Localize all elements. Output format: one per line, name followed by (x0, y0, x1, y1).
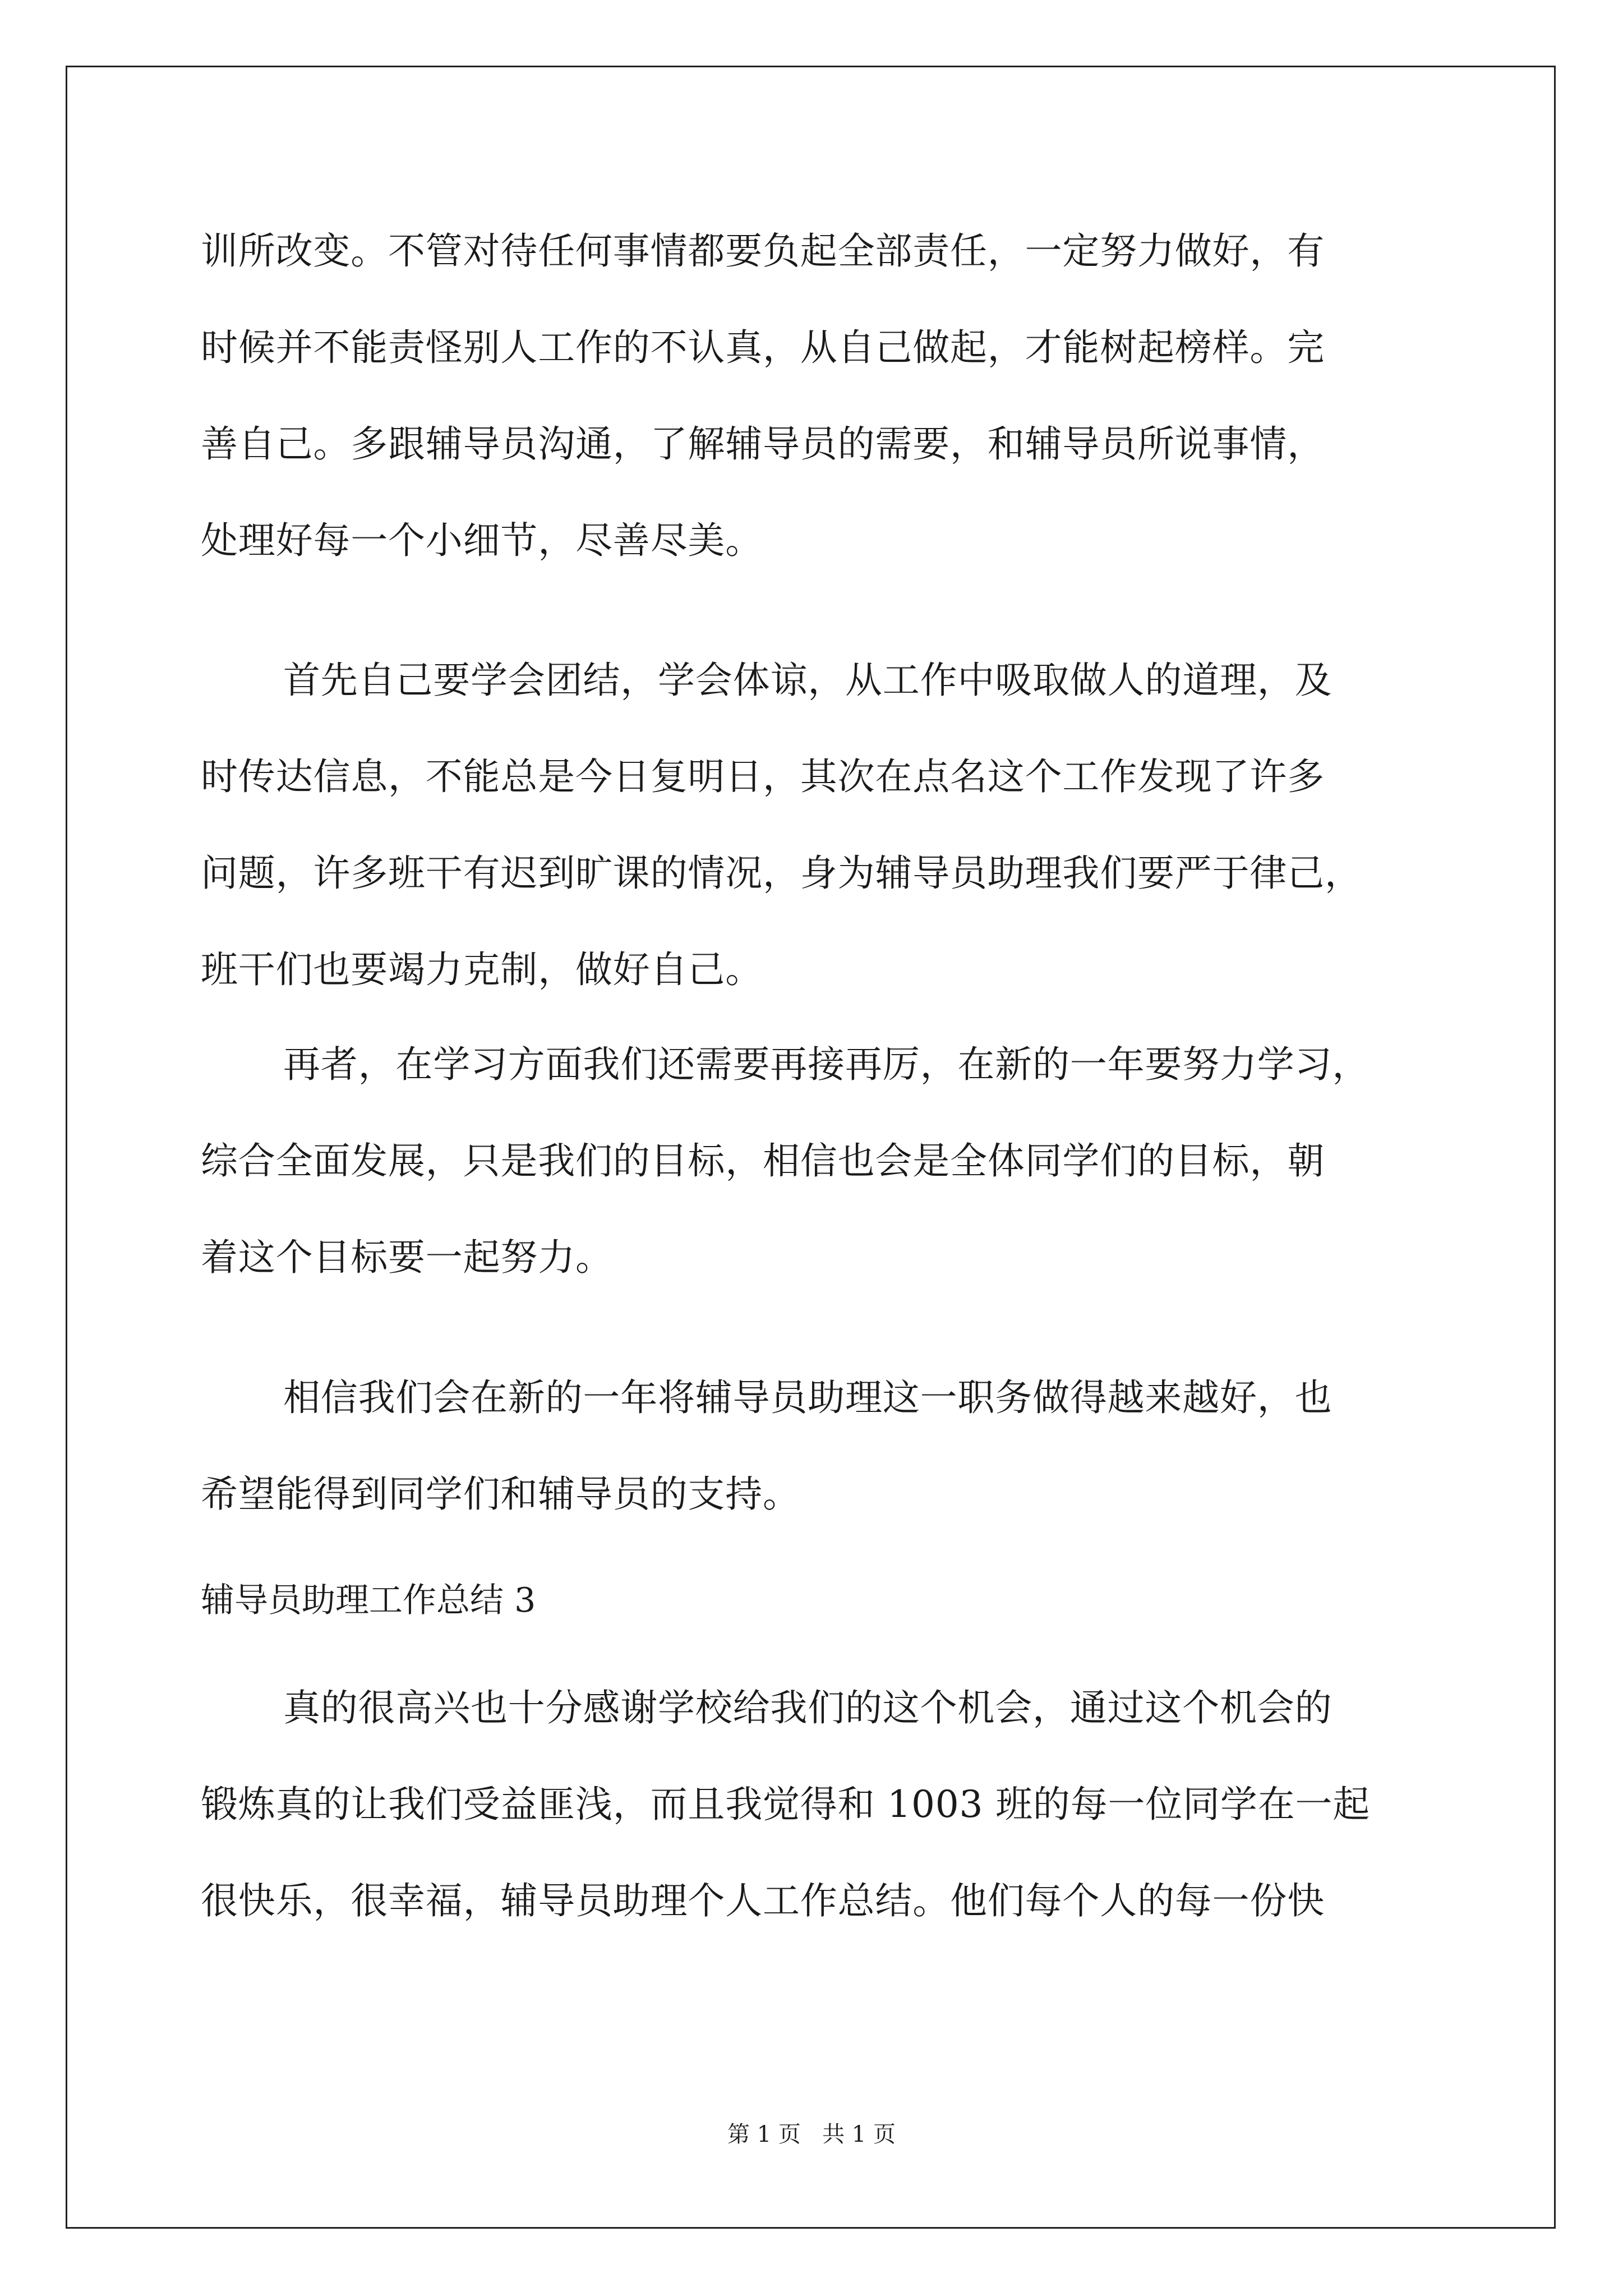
paragraph-line: 再者，在学习方面我们还需要再接再厉，在新的一年要努力学习， (283, 1043, 1370, 1086)
paragraph-line: 着这个目标要一起努力。 (201, 1236, 613, 1279)
paragraph-line: 希望能得到同学们和辅导员的支持。 (201, 1473, 800, 1516)
paragraph-line: 问题，许多班干有迟到旷课的情况，身为辅导员助理我们要严于律己， (201, 852, 1362, 895)
paragraph-line: 处理好每一个小细节，尽善尽美。 (201, 519, 763, 562)
paragraph-line: 相信我们会在新的一年将辅导员助理这一职务做得越来越好，也 (283, 1376, 1332, 1419)
paragraph-line: 锻炼真的让我们受益匪浅，而且我觉得和 1003 班的每一位同学在一起 (201, 1783, 1371, 1826)
section-heading: 辅导员助理工作总结 3 (201, 1581, 536, 1620)
paragraph-line: 班干们也要竭力克制，做好自己。 (201, 948, 763, 991)
paragraph-line: 很快乐，很幸福，辅导员助理个人工作总结。他们每个人的每一份快 (201, 1879, 1325, 1922)
paragraph-line: 善自己。多跟辅导员沟通，了解辅导员的需要，和辅导员所说事情， (201, 422, 1325, 466)
paragraph-line: 综合全面发展，只是我们的目标，相信也会是全体同学们的目标，朝 (201, 1139, 1325, 1182)
paragraph-line: 首先自己要学会团结，学会体谅，从工作中吸取做人的道理，及 (283, 659, 1332, 702)
page-footer: 第 1 页 共 1 页 (727, 2122, 896, 2147)
paragraph-line: 训所改变。不管对待任何事情都要负起全部责任，一定努力做好，有 (201, 229, 1325, 273)
paragraph-line: 时传达信息，不能总是今日复明日，其次在点名这个工作发现了许多 (201, 755, 1325, 798)
paragraph-line: 真的很高兴也十分感谢学校给我们的这个机会，通过这个机会的 (283, 1686, 1332, 1729)
paragraph-line: 时候并不能责怪别人工作的不认真，从自己做起，才能树起榜样。完 (201, 326, 1325, 369)
